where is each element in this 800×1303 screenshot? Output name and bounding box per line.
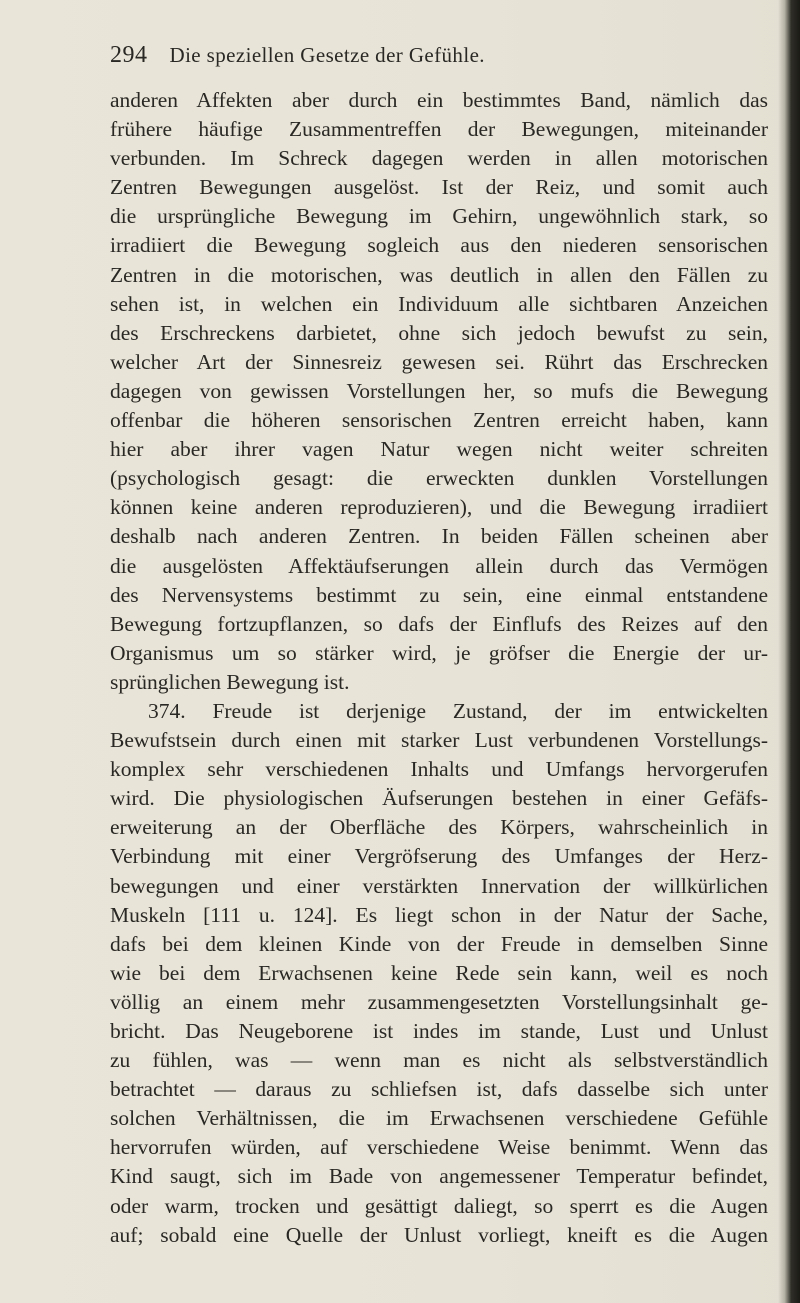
text-line: irradiiert die Bewegung sogleich aus den niederen sensorischen (110, 233, 768, 258)
text-line: sehen ist, in welchen ein Individuum alle sichtbaren Anzeichen (110, 291, 768, 316)
text-line: die ausgelösten Affektäufserungen allein durch das Vermögen (110, 553, 768, 578)
text-line: erweiterung an der Oberfläche des Körpers, wahrscheinlich in (110, 815, 768, 840)
text-line: oder warm, trocken und gesättigt daliegt, so sperrt es die Augen (110, 1193, 768, 1218)
text-line: Muskeln [111 u. 124]. Es liegt schon in der Natur der Sache, (110, 902, 768, 927)
text-line: welcher Art der Sinnesreiz gewesen sei. Rührt das Erschrecken (110, 349, 768, 374)
text-line: hier aber ihrer vagen Natur wegen nicht weiter schreiten (110, 437, 768, 462)
text-line: Organismus um so stärker wird, je gröfser die Energie der ur- (110, 640, 768, 665)
text-line: Bewufstsein durch einen mit starker Lust verbundenen Vorstellungs- (110, 728, 768, 753)
text-line: hervorrufen würden, auf verschiedene Weise benimmt. Wenn das (110, 1135, 768, 1160)
text-line: (psychologisch gesagt: die erweckten dunklen Vorstellungen (110, 466, 768, 491)
text-line: komplex sehr verschiedenen Inhalts und Umfangs hervorgerufen (110, 757, 768, 782)
text-line: bricht. Das Neugeborene ist indes im stande, Lust und Unlust (110, 1019, 768, 1043)
text-line: wird. Die physiologischen Äufserungen bestehen in einer Gefäfs- (110, 786, 768, 811)
text-line: Kind saugt, sich im Bade von angemessener Temperatur befindet, (110, 1164, 768, 1189)
paragraph-end-line: sprünglichen Bewegung ist. (110, 669, 350, 694)
text-line: betrachtet — daraus zu schliefsen ist, dafs dasselbe sich unter (110, 1077, 768, 1102)
text-line: deshalb nach anderen Zentren. In beiden Fällen scheinen aber (110, 524, 768, 549)
text-line: Bewegung fortzupflanzen, so dafs der Einflufs des Reizes auf den (110, 611, 768, 636)
text-line: Zentren in die motorischen, was deutlich in allen den Fällen zu (110, 262, 768, 287)
text-line: die ursprüngliche Bewegung im Gehirn, ungewöhnlich stark, so (110, 204, 768, 229)
section-374-start-line: 374. Freude ist derjenige Zustand, der im entwickelten (148, 698, 768, 723)
text-line: dafs bei dem kleinen Kinde von der Freude in demselben Sinne (110, 931, 768, 956)
text-line: völlig an einem mehr zusammengesetzten Vorstellungsinhalt ge- (110, 989, 768, 1014)
text-line: frühere häufige Zusammentreffen der Bewegungen, miteinander (110, 117, 768, 142)
text-line: bewegungen und einer verstärkten Innervation der willkürlichen (110, 873, 768, 898)
text-line: auf; sobald eine Quelle der Unlust vorliegt, kneift es die Augen (110, 1222, 768, 1247)
text-line: des Nervensystems bestimmt zu sein, eine einmal entstandene (110, 582, 768, 607)
text-line: dagegen von gewissen Vorstellungen her, so mufs die Bewegung (110, 378, 768, 403)
text-line: offenbar die höheren sensorischen Zentren erreicht haben, kann (110, 408, 768, 433)
text-line: können keine anderen reproduzieren), und die Bewegung irradiiert (110, 495, 768, 520)
page-edge-shadow (778, 0, 800, 1303)
text-line: wie bei dem Erwachsenen keine Rede sein kann, weil es noch (110, 960, 768, 985)
page-number: 294 (110, 42, 148, 68)
text-line: Zentren Bewegungen ausgelöst. Ist der Reiz, und somit auch (110, 175, 768, 200)
running-title: Die speziellen Gesetze der Gefühle. (169, 43, 485, 67)
text-line: verbunden. Im Schreck dagegen werden in allen motorischen (110, 146, 768, 171)
text-line: Verbindung mit einer Vergröfserung des Umfanges der Herz- (110, 844, 768, 869)
text-line: anderen Affekten aber durch ein bestimmtes Band, nämlich das (110, 88, 768, 112)
text-line: des Erschreckens darbietet, ohne sich jedoch bewufst zu sein, (110, 320, 768, 345)
text-line: solchen Verhältnissen, die im Erwachsenen verschiedene Gefühle (110, 1106, 768, 1131)
page-header (110, 42, 770, 72)
body-text (110, 86, 768, 1250)
text-line: zu fühlen, was — wenn man es nicht als selbstverständlich (110, 1048, 768, 1073)
